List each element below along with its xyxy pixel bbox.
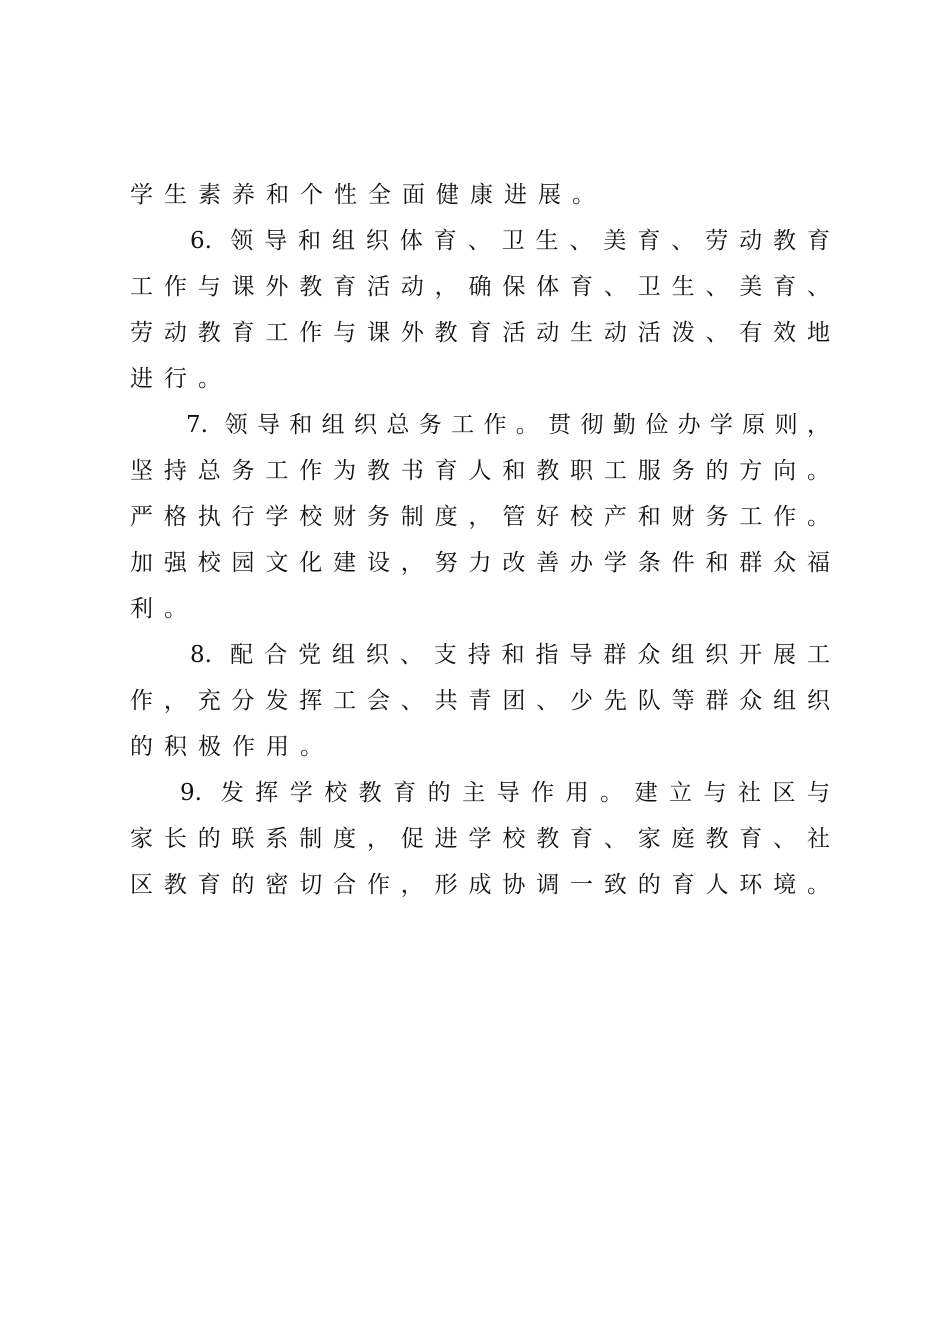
text-line: 的积极作用。 xyxy=(130,734,334,760)
text-line: 8. 配合党组织、支持和指导群众组织开展工 xyxy=(190,642,830,668)
text-line: 区教育的密切合作，形成协调一致的育人环境。 xyxy=(130,872,830,898)
text-line: 6. 领导和组织体育、卫生、美育、劳动教育 xyxy=(190,228,830,254)
text-line: 工作与课外教育活动，确保体育、卫生、美育、 xyxy=(130,274,830,300)
text-line: 9. 发挥学校教育的主导作用。建立与社区与 xyxy=(180,780,830,806)
text-line: 加强校园文化建设，努力改善办学条件和群众福 xyxy=(130,550,830,576)
text-line: 坚持总务工作为教书育人和教职工服务的方向。 xyxy=(130,458,830,484)
text-line: 严格执行学校财务制度，管好校产和财务工作。 xyxy=(130,504,830,530)
text-line: 学生素养和个性全面健康进展。 xyxy=(130,182,606,208)
body-text xyxy=(130,172,830,908)
text-line: 利。 xyxy=(130,596,198,622)
text-line: 作，充分发挥工会、共青团、少先队等群众组织 xyxy=(130,688,830,714)
text-line: 家长的联系制度，促进学校教育、家庭教育、社 xyxy=(130,826,830,852)
text-line: 劳动教育工作与课外教育活动生动活泼、有效地 xyxy=(130,320,830,346)
text-line: 进行。 xyxy=(130,366,232,392)
text-line: 7. 领导和组织总务工作。贯彻勤俭办学原则， xyxy=(186,412,830,438)
